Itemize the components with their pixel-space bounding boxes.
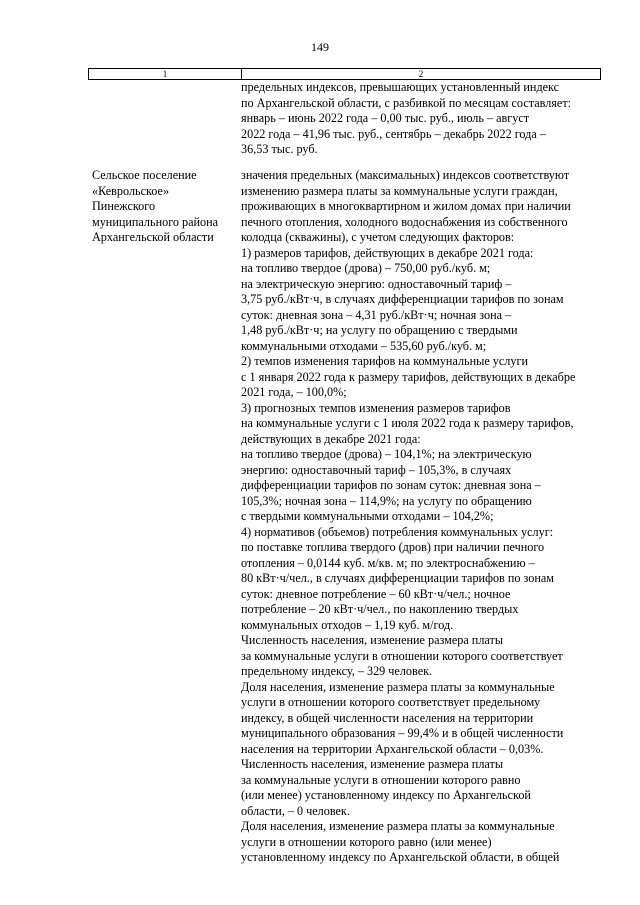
text-line: 2021 года, – 100,0%; xyxy=(241,385,347,399)
main-text-block xyxy=(241,168,601,866)
text-line: январь – июнь 2022 года – 0,00 тыс. руб., июль – август xyxy=(241,111,530,125)
municipality-line: Пинежского xyxy=(92,199,156,213)
municipality-line: Сельское поселение xyxy=(92,168,197,182)
text-line: коммунальных отходов – 1,19 куб. м/год. xyxy=(241,617,454,632)
text-line: (или менее) установленному индексу по Архангельской xyxy=(241,788,531,802)
municipality-name xyxy=(92,168,240,246)
text-line: 3,75 руб./кВт·ч, в случаях дифференциации тарифов по зонам xyxy=(241,292,564,306)
text-line: коммунальными отходами – 535,60 руб./куб. м; xyxy=(241,338,487,353)
text-line: с 1 января 2022 года к размеру тарифов, действующих в декабре xyxy=(241,369,576,384)
text-line: Численность населения, изменение размера платы xyxy=(241,633,504,647)
text-line: с твердыми коммунальными отходами – 104,2%; xyxy=(241,509,494,523)
text-line: 36,53 тыс. руб. xyxy=(241,142,318,156)
table-header-col2: 2 xyxy=(418,69,424,79)
text-line: населения на территории Архангельской области – 0,03%. xyxy=(241,741,544,756)
text-line: отопления – 0,0144 куб. м/кв. м; по электроснабжению – xyxy=(241,555,535,570)
text-line: дифференциации тарифов по зонам суток: дневная зона – xyxy=(241,478,541,492)
text-line: 4) нормативов (объемов) потребления коммунальных услуг: xyxy=(241,524,554,539)
text-line: муниципального образования – 99,4% и в общей численности xyxy=(241,726,564,740)
text-line: по поставке топлива твердого (дров) при наличии печного xyxy=(241,540,545,554)
text-line: изменению размера платы за коммунальные услуги граждан, xyxy=(241,183,558,198)
text-line: 2) темпов изменения тарифов на коммунальные услуги xyxy=(241,354,528,368)
text-line: значения предельных (максимальных) индексов соответствуют xyxy=(241,168,570,182)
text-line: на коммунальные услуги с 1 июля 2022 года к размеру тарифов, xyxy=(241,416,574,430)
text-line: по Архангельской области, с разбивкой по месяцам составляет: xyxy=(241,95,572,110)
municipality-line: муниципального района xyxy=(92,214,219,229)
municipality-line: Архангельской области xyxy=(92,230,214,244)
text-line: за коммунальные услуги в отношении которого соответствует xyxy=(241,648,563,663)
text-line: 2022 года – 41,96 тыс. руб., сентябрь – декабрь 2022 года – xyxy=(241,126,546,141)
text-line: суток: дневное потребление – 60 кВт·ч/чел.; ночное xyxy=(241,586,511,601)
text-line: на топливо твердое (дрова) – 104,1%; на электрическую xyxy=(241,447,532,461)
text-line: на топливо твердое (дрова) – 750,00 руб./куб. м; xyxy=(241,261,491,275)
text-line: суток: дневная зона – 4,31 руб./кВт·ч; ночная зона – xyxy=(241,307,512,322)
text-line: Численность населения, изменение размера платы xyxy=(241,757,504,771)
text-line: Доля населения, изменение размера платы за коммунальные xyxy=(241,819,555,833)
text-line: 1) размеров тарифов, действующих в декабре 2021 года: xyxy=(241,245,534,260)
text-line: энергию: одноставочный тариф – 105,3%, в случаях xyxy=(241,462,512,477)
table-header-col1: 1 xyxy=(89,69,242,79)
text-line: индексу, в общей численности населения на территории xyxy=(241,710,534,725)
page-number: 149 xyxy=(311,40,329,54)
text-line: печного отопления, холодного водоснабжения из собственного xyxy=(241,214,568,229)
text-line: области, – 0 человек. xyxy=(241,803,350,818)
text-line: 3) прогнозных темпов изменения размеров тарифов xyxy=(241,400,511,415)
text-line: колодца (скважины), с учетом следующих факторов: xyxy=(241,230,515,244)
text-line: на электрическую энергию: одноставочный тариф – xyxy=(241,276,512,291)
text-line: за коммунальные услуги в отношении которого равно xyxy=(241,772,521,787)
text-line: проживающих в многоквартирном и жилом домах при наличии xyxy=(241,199,571,213)
top-text-block xyxy=(241,80,601,158)
text-line: 105,3%; ночная зона – 114,9%; на услугу по обращению xyxy=(241,493,532,508)
text-line: потребление – 20 кВт·ч/чел., по накоплению твердых xyxy=(241,602,519,616)
text-line: действующих в декабре 2021 года: xyxy=(241,431,421,446)
text-line: предельных индексов, превышающих установленный индекс xyxy=(241,80,560,94)
text-line: Доля населения, изменение размера платы за коммунальные xyxy=(241,679,555,694)
text-line: установленному индексу по Архангельской области, в общей xyxy=(241,850,560,864)
text-line: 1,48 руб./кВт·ч; на услугу по обращению с твердыми xyxy=(241,323,518,337)
text-line: услуги в отношении которого соответствует предельному xyxy=(241,695,541,709)
text-line: предельному индексу, – 329 человек. xyxy=(241,664,433,678)
text-line: услуги в отношении которого равно (или менее) xyxy=(241,834,492,849)
municipality-line: «Кеврольское» xyxy=(92,183,170,198)
text-line: 80 кВт·ч/чел., в случаях дифференциации тарифов по зонам xyxy=(241,571,555,585)
table-header xyxy=(88,68,601,80)
